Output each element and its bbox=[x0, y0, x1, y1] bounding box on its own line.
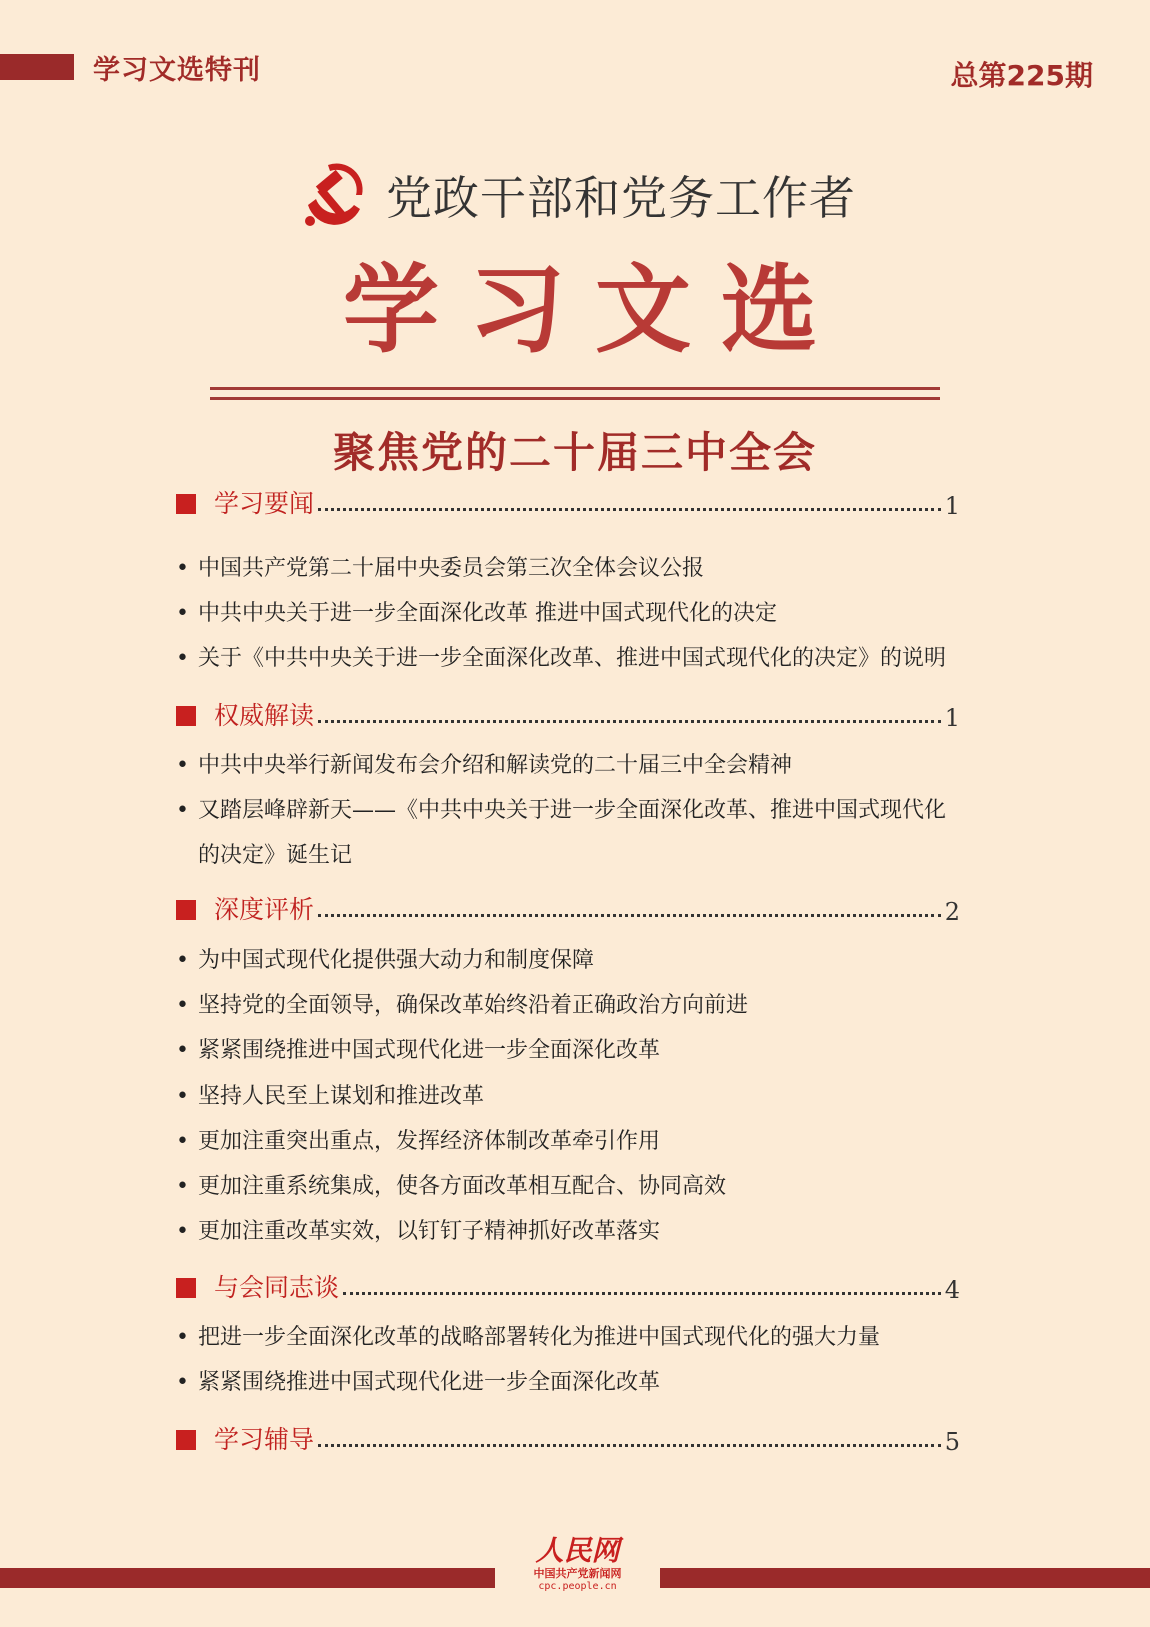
toc-item-text: 紧紧围绕推进中国式现代化进一步全面深化改革 bbox=[198, 1370, 661, 1395]
issue-subject: 聚焦党的二十届三中全会 bbox=[332, 428, 817, 477]
toc-item-continuation[interactable]: 的决定》诞生记 bbox=[198, 843, 353, 868]
toc-item-text: 中共中央关于进一步全面深化改革 推进中国式现代化的决定 bbox=[198, 601, 777, 626]
bullet-icon: • bbox=[176, 1084, 189, 1109]
people-daily-logo[interactable] bbox=[505, 1535, 650, 1593]
toc-item[interactable] bbox=[176, 1174, 726, 1200]
toc-section[interactable] bbox=[176, 1420, 960, 1456]
bullet-icon: • bbox=[176, 601, 189, 626]
toc-section-label: 权威解读 bbox=[214, 701, 315, 730]
square-bullet-icon bbox=[176, 706, 196, 726]
toc-item-text: 更加注重突出重点，发挥经济体制改革牵引作用 bbox=[198, 1129, 661, 1154]
bullet-icon: • bbox=[176, 753, 189, 778]
toc-section[interactable] bbox=[176, 1268, 960, 1304]
toc-item-text: 为中国式现代化提供强大动力和制度保障 bbox=[198, 948, 595, 973]
toc-section[interactable] bbox=[176, 890, 960, 926]
toc-item[interactable] bbox=[176, 1370, 660, 1396]
masthead-row bbox=[0, 150, 1150, 240]
toc-item-text: 中国共产党第二十届中央委员会第三次全体会议公报 bbox=[198, 556, 705, 581]
bullet-icon: • bbox=[176, 948, 189, 973]
toc-page-number: 1 bbox=[944, 492, 960, 520]
square-bullet-icon bbox=[176, 900, 196, 920]
bullet-icon: • bbox=[176, 798, 189, 823]
toc-item-text: 坚持党的全面领导，确保改革始终沿着正确政治方向前进 bbox=[198, 993, 749, 1018]
hammer-sickle-icon bbox=[294, 155, 374, 235]
toc-section-label: 学习辅导 bbox=[214, 1425, 315, 1454]
masthead-title: 学习文选 bbox=[343, 254, 847, 366]
bullet-icon: • bbox=[176, 1219, 189, 1244]
special-issue-title: 学习文选特刊 bbox=[93, 55, 261, 86]
header-bar bbox=[0, 54, 74, 80]
square-bullet-icon bbox=[176, 494, 196, 514]
divider-line bbox=[210, 387, 940, 390]
dot-leader bbox=[318, 914, 941, 917]
divider-line bbox=[210, 397, 940, 400]
issue-number: 总第225期 bbox=[950, 59, 1093, 92]
square-bullet-icon bbox=[176, 1278, 196, 1298]
toc-item[interactable] bbox=[176, 1219, 660, 1245]
toc-item[interactable] bbox=[176, 646, 946, 672]
bullet-icon: • bbox=[176, 556, 189, 581]
toc-item-text: 坚持人民至上谋划和推进改革 bbox=[198, 1084, 485, 1109]
bullet-icon: • bbox=[176, 993, 189, 1018]
toc-item-text: 更加注重改革实效，以钉钉子精神抓好改革落实 bbox=[198, 1219, 661, 1244]
bullet-icon: • bbox=[176, 1038, 189, 1063]
toc-item[interactable] bbox=[176, 948, 594, 974]
bullet-icon: • bbox=[176, 1370, 189, 1395]
dot-leader bbox=[318, 508, 941, 511]
dot-leader bbox=[343, 1292, 941, 1295]
toc-item[interactable] bbox=[176, 1325, 880, 1351]
footer-bar bbox=[660, 1568, 1150, 1588]
toc-page-number: 5 bbox=[944, 1428, 960, 1456]
toc-item[interactable] bbox=[176, 753, 792, 779]
dot-leader bbox=[318, 720, 941, 723]
dot-leader bbox=[318, 1444, 941, 1447]
toc-item[interactable] bbox=[176, 1038, 660, 1064]
toc-item[interactable] bbox=[176, 556, 704, 582]
toc-page-number: 1 bbox=[944, 704, 960, 732]
toc-item-text: 紧紧围绕推进中国式现代化进一步全面深化改革 bbox=[198, 1038, 661, 1063]
toc-page-number: 4 bbox=[944, 1276, 960, 1304]
toc-section-label: 深度评析 bbox=[214, 895, 315, 924]
toc-item[interactable] bbox=[176, 1129, 660, 1155]
toc-section[interactable] bbox=[176, 484, 960, 520]
toc-item[interactable] bbox=[176, 798, 946, 824]
toc-item[interactable] bbox=[176, 993, 748, 1019]
logo-url: cpc.people.cn bbox=[538, 1581, 617, 1592]
bullet-icon: • bbox=[176, 646, 189, 671]
toc-section[interactable] bbox=[176, 696, 960, 732]
toc-item[interactable] bbox=[176, 1084, 484, 1110]
toc-section-label: 学习要闻 bbox=[214, 489, 315, 518]
toc-item-text: 关于《中共中央关于进一步全面深化改革、推进中国式现代化的决定》的说明 bbox=[198, 646, 947, 671]
toc-item-text: 又踏层峰辟新天——《中共中央关于进一步全面深化改革、推进中国式现代化 bbox=[198, 798, 947, 823]
toc-section-label: 与会同志谈 bbox=[214, 1273, 340, 1302]
footer-bar bbox=[0, 1568, 495, 1588]
logo-subtitle: 中国共产党新闻网 bbox=[533, 1567, 622, 1580]
toc-item[interactable] bbox=[176, 601, 777, 627]
logo-name: 人民网 bbox=[535, 1534, 620, 1567]
bullet-icon: • bbox=[176, 1129, 189, 1154]
toc-item-text: 把进一步全面深化改革的战略部署转化为推进中国式现代化的强大力量 bbox=[198, 1325, 881, 1350]
square-bullet-icon bbox=[176, 1430, 196, 1450]
masthead-subtitle: 党政干部和党务工作者 bbox=[386, 171, 856, 225]
toc-item-text: 更加注重系统集成，使各方面改革相互配合、协同高效 bbox=[198, 1174, 727, 1199]
toc-item-text: 中共中央举行新闻发布会介绍和解读党的二十届三中全会精神 bbox=[198, 753, 793, 778]
bullet-icon: • bbox=[176, 1325, 189, 1350]
toc-page-number: 2 bbox=[944, 898, 960, 926]
bullet-icon: • bbox=[176, 1174, 189, 1199]
